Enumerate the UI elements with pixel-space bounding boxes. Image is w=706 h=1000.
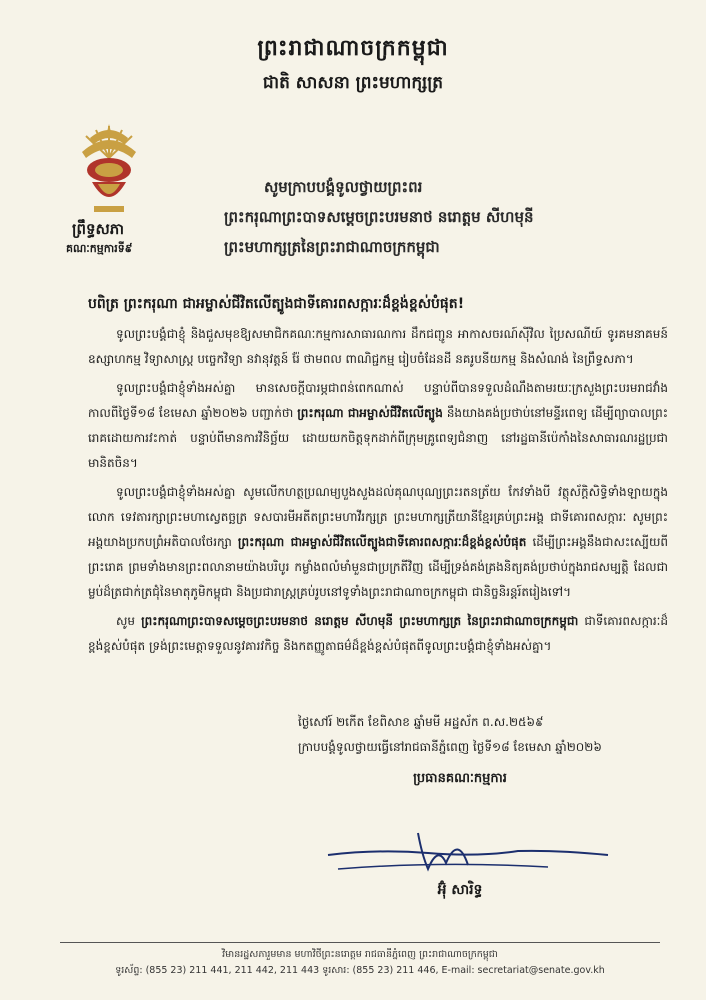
- paragraph-4: [88, 609, 668, 659]
- paragraph-2-text-a: ទូលព្រះបង្គំជាខ្ញុំទាំងអស់គ្នា មានសេចក្តីបារម្ភជាពន់ពេកណាស់ បន្ទាប់ពីបានទទួលដំណឹងតាមរយៈក្រសួងព្រះបរមរាជវាំង កាលពីថ្ងៃទី១៨ ខែមេសា ឆ្នាំ២០២៦ បញ្ជាក់ថា: [88, 381, 668, 420]
- paragraph-3-text-c: ដើម្បីព្រះអង្គនឹងជាសះស្បើយពីព្រះរោគ ព្រមទាំងមានព្រះពលានាមយ៉ាងបរិបូរ កម្លាំងពលំមាំមួនជាប្រក្រតីវិញ ដើម្បីទ្រង់គង់គ្រងនិត្យគង់ប្រថាប់ក្នុងរាជសម្បត្តិ ដែលជាម្លប់ដ៏ត្រជាក់ត្រជុំនៃមាតុភូមិកម្ពុជា និងប្រជារាស្ត្រគ្រប់រូបនៅទូទាំងព្រះរាជាណាចក្រកម្ពុជា ជានិច្ចនិរន្តរ៍តរៀងទៅ។: [88, 535, 668, 599]
- letter-footer: [60, 942, 660, 979]
- signer-title: ប្រធានគណៈកម្មការ: [413, 771, 507, 786]
- paragraph-2-text-c: នឹងយាងគង់ប្រថាប់នៅមន្ទីរពេទ្យ ដើម្បីព្យាបាលព្រះរោគដោយការវះកាត់ បន្ទាប់ពីមានការវិនិច្ឆ័យ ដោយយកចិត្តទុកដាក់ពីក្រុមគ្រូពេទ្យជំនាញ នៅរដ្ឋធានីប៉េកាំងនៃសាធារណរដ្ឋប្រជាមានិតចិន។: [88, 406, 668, 470]
- institution-name: ព្រឹទ្ធសភា: [72, 220, 125, 238]
- senate-emblem-icon: [72, 118, 146, 218]
- letter-body: [88, 322, 668, 663]
- paragraph-3: [88, 480, 668, 605]
- paragraph-3-emphasis: ព្រះករុណា ជាអម្ចាស់ជីវិតលើត្បូងជាទីគោរពសក្ការៈដ៏ខ្ពង់ខ្ពស់បំផុត: [237, 535, 527, 549]
- handwritten-signature: [318, 825, 618, 885]
- paragraph-4-text-c: ជាទីគោរពសក្ការៈដ៏ខ្ពង់ខ្ពស់បំផុត ទ្រង់ព្រះមេត្តាទទួលនូវគារវកិច្ច និងកតញ្ញូតាធម៌ដ៏ខ្ពង់ខ្ពស់បំផុតពីទូលព្រះបង្គំជាខ្ញុំទាំងអស់គ្នា។: [88, 614, 668, 653]
- footer-address: វិមានរដ្ឋសភារួមមាន មហាវិថីព្រះនរោត្តម រាជធានីភ្នំពេញ ព្រះរាជាណាចក្រកម្ពុជា: [222, 949, 498, 960]
- lunar-date: ថ្ងៃសៅរ៍ ២កើត ខែពិសាខ ឆ្នាំមមី អដ្ឋស័ក ព.ស.២៥៦៩: [298, 715, 544, 729]
- paragraph-4-emphasis: ព្រះករុណាព្រះបាទសម្តេចព្រះបរមនាថ នរោត្តម សីហមុនី ព្រះមហាក្សត្រ នៃព្រះរាជាណាចក្រកម្ពុជា: [141, 614, 579, 628]
- footer-contact: ទូរស័ព្ទ: (855 23) 211 441, 211 442, 211 443 ទូរសារ: (855 23) 211 446, E-mail: secretariat@senate.gov.kh: [115, 965, 605, 976]
- paragraph-4-text-a: សូម: [116, 614, 136, 628]
- date-block: [298, 710, 678, 760]
- recipient-line-3: ព្រះមហាក្សត្រនៃព្រះរាជាណាចក្រកម្ពុជា: [224, 238, 440, 256]
- nation-title: ព្រះរាជាណាចក្រកម្ពុជា: [257, 36, 449, 61]
- recipient-block: [224, 172, 664, 262]
- paragraph-2: [88, 376, 668, 476]
- committee-name: គណៈកម្មការទី៩: [66, 242, 133, 255]
- national-motto: ជាតិ សាសនា ព្រះមហាក្សត្រ: [262, 73, 444, 93]
- paragraph-3-text-a: ទូលព្រះបង្គំជាខ្ញុំទាំងអស់គ្នា សូមលើកហត្ថប្រណម្យបួងសួងដល់គុណបុណ្យព្រះរតនត្រ័យ កែវទាំងបី វត្ថុស័ក្តិសិទ្ធិទាំងឡាយក្នុងលោក ទេវតារក្សាព្រះមហាស្វេតច្ឆត្រ ទសបារមីអតីតព្រះមហាវីរក្សត្រ ព្រះមហាក្សត្រីយានីខ្មែរគ្រប់ព្រះអង្គ ជាទីគោរពសក្ការៈ សូមព្រះអង្គយាងប្រកបព្រំអតិបាលថែរក្សា: [88, 485, 668, 549]
- solar-date: ក្រាបបង្គំទូលថ្វាយធ្វើនៅរាជធានីភ្នំពេញ ថ្ងៃទី១៨ ខែមេសា ឆ្នាំ២០២៦: [298, 740, 602, 754]
- recipient-line-1: សូមក្រាបបង្គំទូលថ្វាយព្រះពរ: [264, 178, 423, 196]
- recipient-line-2: ព្រះករុណាព្រះបាទសម្តេចព្រះបរមនាថ នរោត្តម សីហមុនី: [224, 208, 534, 226]
- salutation: បពិត្រ ព្រះករុណា ជាអម្ចាស់ជីវិតលើត្បូងជាទីគោរពសក្ការៈដ៏ខ្ពង់ខ្ពស់បំផុត!: [88, 296, 465, 312]
- paragraph-2-emphasis: ព្រះករុណា ជាអម្ចាស់ជីវិតលើត្បូង: [297, 406, 443, 420]
- letterhead: [0, 34, 706, 97]
- signer-name: អ៊ុំ សារិទ្ធ: [437, 882, 483, 898]
- paragraph-1-text: ទូលព្រះបង្គំជាខ្ញុំ និងជួសមុខឱ្យសមាជិកគណៈកម្មការសាធារណការ ដឹកជញ្ជូន អាកាសចរណ៍ស៊ីវិល ប្រៃសណីយ៍ ទូរគមនាគមន៍ ឧស្សាហកម្ម វិទ្យាសាស្ត្រ បច្ចេកវិទ្យា នវានុវត្តន៍ រ៉ែ ថាមពល ពាណិជ្ជកម្ម រៀបចំដែនដី នគរូបនីយកម្ម និងសំណង់ នៃព្រឹទ្ធសភា។: [88, 327, 668, 366]
- paragraph-1: [88, 322, 668, 372]
